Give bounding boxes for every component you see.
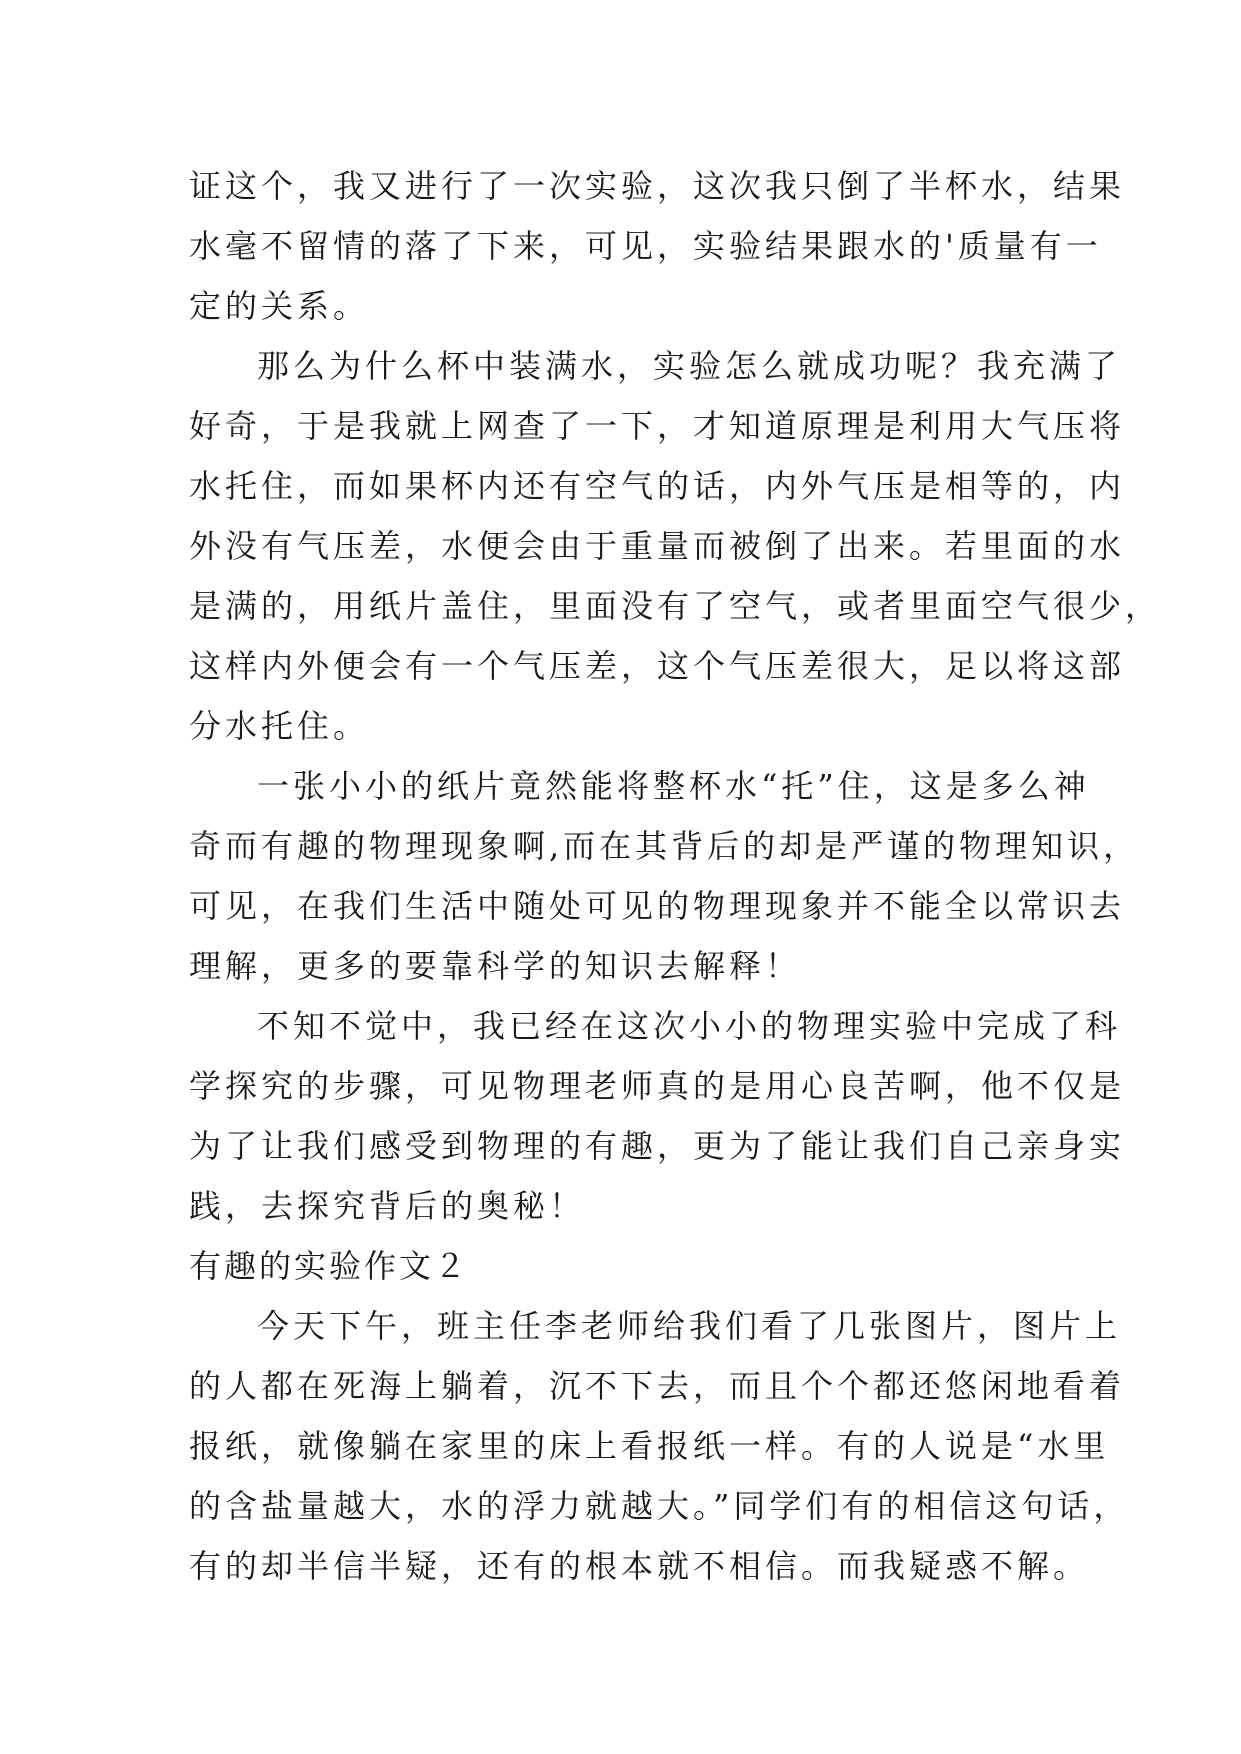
paragraph-5: [189, 1296, 1130, 1596]
paragraph-3: [189, 756, 1140, 996]
text-line: 理解，更多的要靠科学的知识去解释！: [189, 947, 802, 985]
text-line: 证这个，我又进行了一次实验，这次我只倒了半杯水，结果: [189, 167, 1126, 205]
text-line: 是满的，用纸片盖住，里面没有了空气，或者里面空气很少，: [189, 587, 1162, 625]
text-line: 的人都在死海上躺着，沉不下去，而且个个都还悠闲地看着: [189, 1367, 1126, 1405]
paragraph-4: [189, 996, 1126, 1236]
text-line: 一张小小的纸片竟然能将整杯水“托”住，这是多么神: [257, 767, 1090, 805]
text-line: 有的却半信半疑，还有的根本就不相信。而我疑惑不解。: [189, 1547, 1090, 1585]
text-line: 分水托住。: [189, 707, 370, 745]
text-line: 可见，在我们生活中随处可见的物理现象并不能全以常识去: [189, 887, 1126, 925]
text-line: 践，去探究背后的奥秘！: [189, 1187, 586, 1225]
text-line: 外没有气压差，水便会由于重量而被倒了出来。若里面的水: [189, 527, 1126, 565]
text-line: 定的关系。: [189, 287, 370, 325]
text-line: 这样内外便会有一个气压差，这个气压差很大，足以将这部: [189, 647, 1126, 685]
text-line: 水毫不留情的落了下来，可见，实验结果跟水的'质量有一: [189, 227, 1102, 265]
paragraph-1: [189, 156, 1126, 336]
document-body: [189, 156, 1162, 1596]
text-line: 的含盐量越大，水的浮力就越大。”同学们有的相信这句话，: [189, 1487, 1130, 1525]
text-line: 那么为什么杯中装满水，实验怎么就成功呢？我充满了: [257, 347, 1122, 385]
text-line: 奇而有趣的物理现象啊,而在其背后的却是严谨的物理知识，: [189, 827, 1140, 865]
text-line: 今天下午，班主任李老师给我们看了几张图片，图片上: [257, 1307, 1122, 1345]
text-line: 好奇，于是我就上网查了一下，才知道原理是利用大气压将: [189, 407, 1126, 445]
text-line: 不知不觉中，我已经在这次小小的物理实验中完成了科: [257, 1007, 1122, 1045]
text-line: 学探究的步骤，可见物理老师真的是用心良苦啊，他不仅是: [189, 1067, 1126, 1105]
text-line: 报纸，就像躺在家里的床上看报纸一样。有的人说是“水里: [189, 1427, 1110, 1465]
text-line: 为了让我们感受到物理的有趣，更为了能让我们自己亲身实: [189, 1127, 1126, 1165]
paragraph-2: [189, 336, 1162, 756]
section-heading: 有趣的实验作文２: [189, 1247, 470, 1285]
text-line: 水托住，而如果杯内还有空气的话，内外气压是相等的，内: [189, 467, 1126, 505]
